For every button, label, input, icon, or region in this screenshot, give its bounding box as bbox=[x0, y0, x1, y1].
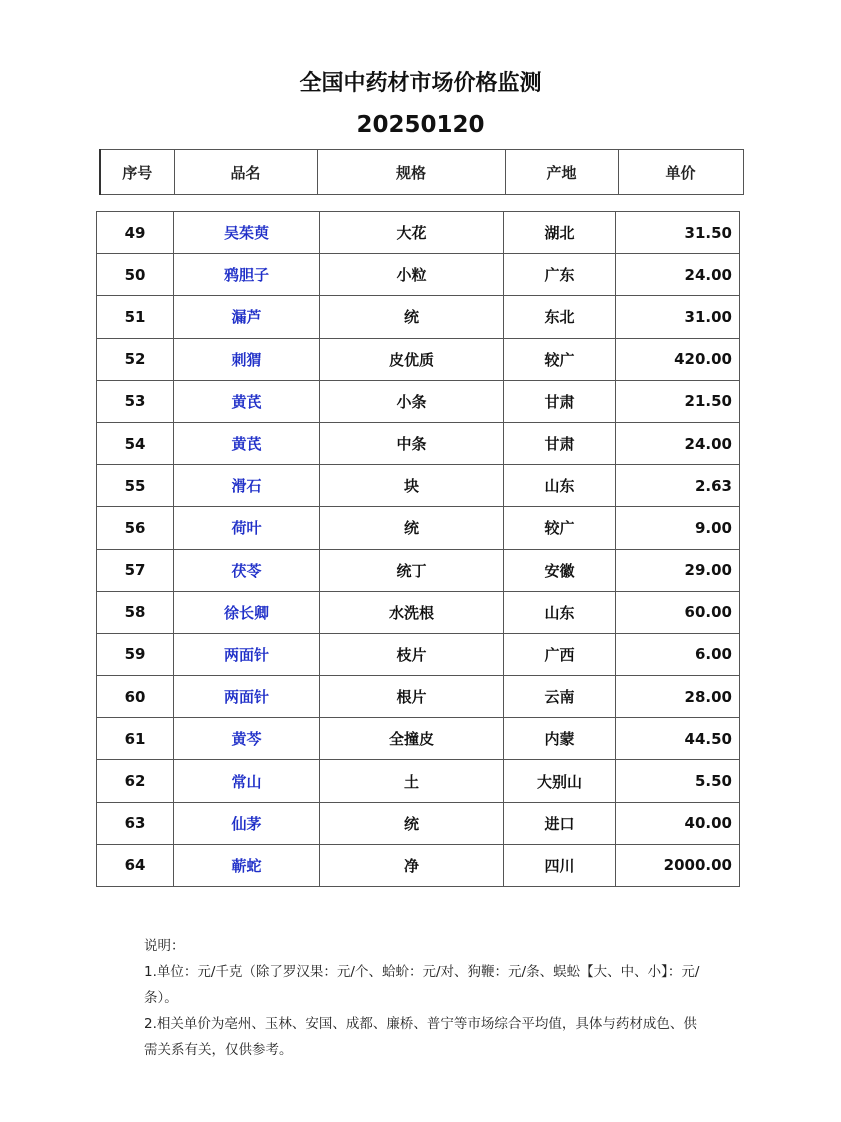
table-row bbox=[97, 507, 740, 549]
cell-specification: 统丁 bbox=[320, 549, 504, 591]
header-serial-number: 序号 bbox=[100, 150, 174, 195]
cell-product-name: 鸦胆子 bbox=[174, 254, 320, 296]
cell-unit-price: 28.00 bbox=[616, 676, 740, 718]
cell-serial-number: 53 bbox=[97, 380, 174, 422]
cell-serial-number: 49 bbox=[97, 212, 174, 254]
cell-origin: 湖北 bbox=[504, 212, 616, 254]
table-row bbox=[97, 338, 740, 380]
cell-origin: 较广 bbox=[504, 338, 616, 380]
cell-serial-number: 62 bbox=[97, 760, 174, 802]
table-row bbox=[97, 760, 740, 802]
cell-specification: 根片 bbox=[320, 676, 504, 718]
notes-section bbox=[144, 933, 704, 1063]
cell-origin: 云南 bbox=[504, 676, 616, 718]
cell-origin: 安徽 bbox=[504, 549, 616, 591]
cell-product-name: 吴茱萸 bbox=[174, 212, 320, 254]
cell-specification: 大花 bbox=[320, 212, 504, 254]
notes-line-average: 2.相关单价为亳州、玉林、安国、成都、廉桥、普宁等市场综合平均值，具体与药材成色、供需关系有关，仅供参考。 bbox=[144, 1016, 697, 1058]
cell-specification: 净 bbox=[320, 844, 504, 886]
cell-product-name: 茯苓 bbox=[174, 549, 320, 591]
cell-unit-price: 9.00 bbox=[616, 507, 740, 549]
cell-product-name: 漏芦 bbox=[174, 296, 320, 338]
cell-serial-number: 55 bbox=[97, 465, 174, 507]
table-row bbox=[97, 802, 740, 844]
cell-specification: 小条 bbox=[320, 380, 504, 422]
cell-unit-price: 24.00 bbox=[616, 254, 740, 296]
cell-serial-number: 60 bbox=[97, 676, 174, 718]
cell-product-name: 两面针 bbox=[174, 676, 320, 718]
table-row bbox=[97, 296, 740, 338]
cell-origin: 山东 bbox=[504, 591, 616, 633]
cell-serial-number: 64 bbox=[97, 844, 174, 886]
cell-product-name: 荷叶 bbox=[174, 507, 320, 549]
cell-serial-number: 61 bbox=[97, 718, 174, 760]
cell-origin: 内蒙 bbox=[504, 718, 616, 760]
cell-unit-price: 2000.00 bbox=[616, 844, 740, 886]
cell-unit-price: 24.00 bbox=[616, 422, 740, 464]
table-row bbox=[97, 254, 740, 296]
cell-serial-number: 51 bbox=[97, 296, 174, 338]
cell-specification: 枝片 bbox=[320, 633, 504, 675]
cell-product-name: 滑石 bbox=[174, 465, 320, 507]
cell-serial-number: 59 bbox=[97, 633, 174, 675]
cell-specification: 中条 bbox=[320, 422, 504, 464]
cell-unit-price: 21.50 bbox=[616, 380, 740, 422]
cell-serial-number: 63 bbox=[97, 802, 174, 844]
cell-serial-number: 52 bbox=[97, 338, 174, 380]
cell-unit-price: 29.00 bbox=[616, 549, 740, 591]
cell-product-name: 黄芪 bbox=[174, 422, 320, 464]
cell-specification: 皮优质 bbox=[320, 338, 504, 380]
cell-specification: 统 bbox=[320, 802, 504, 844]
page-title: 全国中药材市场价格监测 bbox=[299, 71, 542, 96]
table-row bbox=[97, 633, 740, 675]
notes-heading: 说明： bbox=[144, 938, 185, 954]
cell-product-name: 常山 bbox=[174, 760, 320, 802]
cell-specification: 统 bbox=[320, 507, 504, 549]
cell-specification: 全撞皮 bbox=[320, 718, 504, 760]
cell-origin: 山东 bbox=[504, 465, 616, 507]
price-table bbox=[96, 211, 740, 887]
cell-unit-price: 2.63 bbox=[616, 465, 740, 507]
cell-serial-number: 54 bbox=[97, 422, 174, 464]
cell-origin: 东北 bbox=[504, 296, 616, 338]
table-row bbox=[97, 591, 740, 633]
table-row bbox=[97, 718, 740, 760]
cell-product-name: 刺猬 bbox=[174, 338, 320, 380]
notes-line-unit: 1.单位：元/千克（除了罗汉果：元/个、蛤蚧：元/对、狗鞭：元/条、蜈蚣【大、中、小】：元/条）。 bbox=[144, 964, 700, 1006]
cell-origin: 广东 bbox=[504, 254, 616, 296]
cell-unit-price: 5.50 bbox=[616, 760, 740, 802]
table-row bbox=[97, 844, 740, 886]
cell-product-name: 黄芩 bbox=[174, 718, 320, 760]
table-row bbox=[97, 676, 740, 718]
cell-serial-number: 57 bbox=[97, 549, 174, 591]
header-unit-price: 单价 bbox=[618, 150, 743, 195]
cell-serial-number: 50 bbox=[97, 254, 174, 296]
table-row bbox=[97, 549, 740, 591]
cell-origin: 大别山 bbox=[504, 760, 616, 802]
cell-specification: 统 bbox=[320, 296, 504, 338]
cell-origin: 广西 bbox=[504, 633, 616, 675]
cell-unit-price: 31.00 bbox=[616, 296, 740, 338]
cell-unit-price: 420.00 bbox=[616, 338, 740, 380]
cell-unit-price: 44.50 bbox=[616, 718, 740, 760]
cell-specification: 块 bbox=[320, 465, 504, 507]
report-date: 20250120 bbox=[356, 112, 485, 138]
table-header bbox=[99, 149, 744, 195]
cell-unit-price: 31.50 bbox=[616, 212, 740, 254]
cell-serial-number: 58 bbox=[97, 591, 174, 633]
cell-origin: 四川 bbox=[504, 844, 616, 886]
cell-specification: 土 bbox=[320, 760, 504, 802]
cell-specification: 水洗根 bbox=[320, 591, 504, 633]
cell-origin: 甘肃 bbox=[504, 380, 616, 422]
cell-specification: 小粒 bbox=[320, 254, 504, 296]
cell-origin: 甘肃 bbox=[504, 422, 616, 464]
cell-unit-price: 40.00 bbox=[616, 802, 740, 844]
header-product-name: 品名 bbox=[174, 150, 317, 195]
cell-product-name: 蕲蛇 bbox=[174, 844, 320, 886]
cell-serial-number: 56 bbox=[97, 507, 174, 549]
table-row bbox=[97, 465, 740, 507]
cell-product-name: 黄芪 bbox=[174, 380, 320, 422]
price-table-body bbox=[97, 212, 740, 887]
table-row bbox=[97, 212, 740, 254]
cell-product-name: 仙茅 bbox=[174, 802, 320, 844]
table-row bbox=[97, 422, 740, 464]
header-specification: 规格 bbox=[317, 150, 505, 195]
table-row bbox=[97, 380, 740, 422]
cell-unit-price: 60.00 bbox=[616, 591, 740, 633]
header-origin: 产地 bbox=[505, 150, 618, 195]
cell-unit-price: 6.00 bbox=[616, 633, 740, 675]
cell-origin: 较广 bbox=[504, 507, 616, 549]
cell-product-name: 徐长卿 bbox=[174, 591, 320, 633]
cell-origin: 进口 bbox=[504, 802, 616, 844]
cell-product-name: 两面针 bbox=[174, 633, 320, 675]
